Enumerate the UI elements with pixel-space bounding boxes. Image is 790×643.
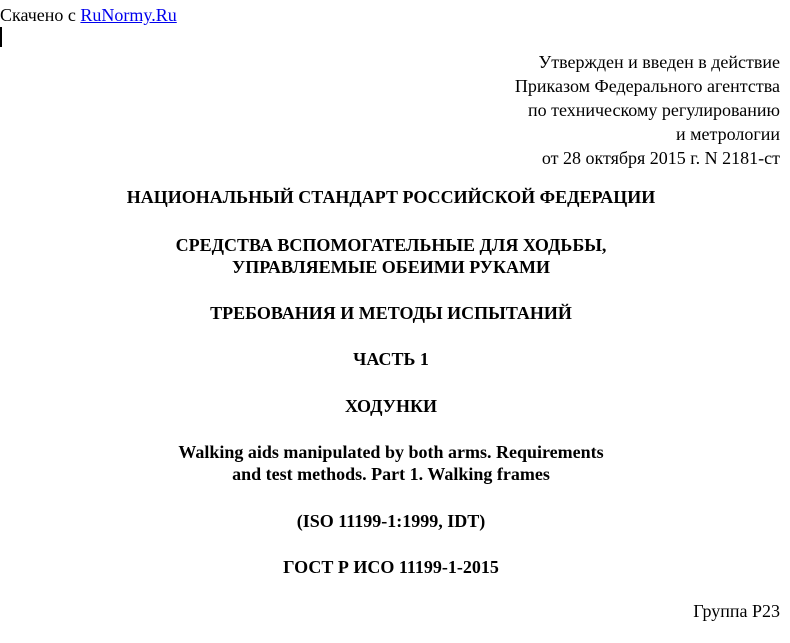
- source-prefix: Скачено с: [0, 5, 81, 25]
- approval-line: Утвержден и введен в действие: [538, 52, 780, 72]
- title-en-line-2: and test methods. Part 1. Walking frames: [232, 464, 550, 484]
- title-ru-line-1: СРЕДСТВА ВСПОМОГАТЕЛЬНЫЕ ДЛЯ ХОДЬБЫ,: [175, 235, 607, 255]
- gost-number: ГОСТ Р ИСО 11199-1-2015: [283, 557, 499, 577]
- title-en-line-1: Walking aids manipulated by both arms. Requirements: [178, 442, 604, 462]
- approval-line: Приказом Федерального агентства: [514, 76, 780, 96]
- source-line: [0, 4, 177, 26]
- approval-block: [515, 50, 780, 170]
- iso-reference: (ISO 11199-1:1999, IDT): [296, 511, 486, 531]
- approval-line: и метрологии: [676, 124, 780, 144]
- runormy-link[interactable]: RuNormy.Ru: [80, 5, 177, 25]
- part-title: ХОДУНКИ: [344, 396, 438, 416]
- subtitle: ТРЕБОВАНИЯ И МЕТОДЫ ИСПЫТАНИЙ: [210, 303, 572, 323]
- part-number: ЧАСТЬ 1: [353, 349, 429, 369]
- group-code: Группа Р23: [693, 601, 780, 621]
- approval-line: по техническому регулированию: [527, 100, 780, 120]
- approval-line: от 28 октября 2015 г. N 2181-ст: [541, 148, 780, 168]
- standard-heading: НАЦИОНАЛЬНЫЙ СТАНДАРТ РОССИЙСКОЙ ФЕДЕРАЦИИ: [126, 187, 656, 207]
- title-ru-line-2: УПРАВЛЯЕМЫЕ ОБЕИМИ РУКАМИ: [231, 257, 550, 277]
- text-caret: [0, 27, 2, 47]
